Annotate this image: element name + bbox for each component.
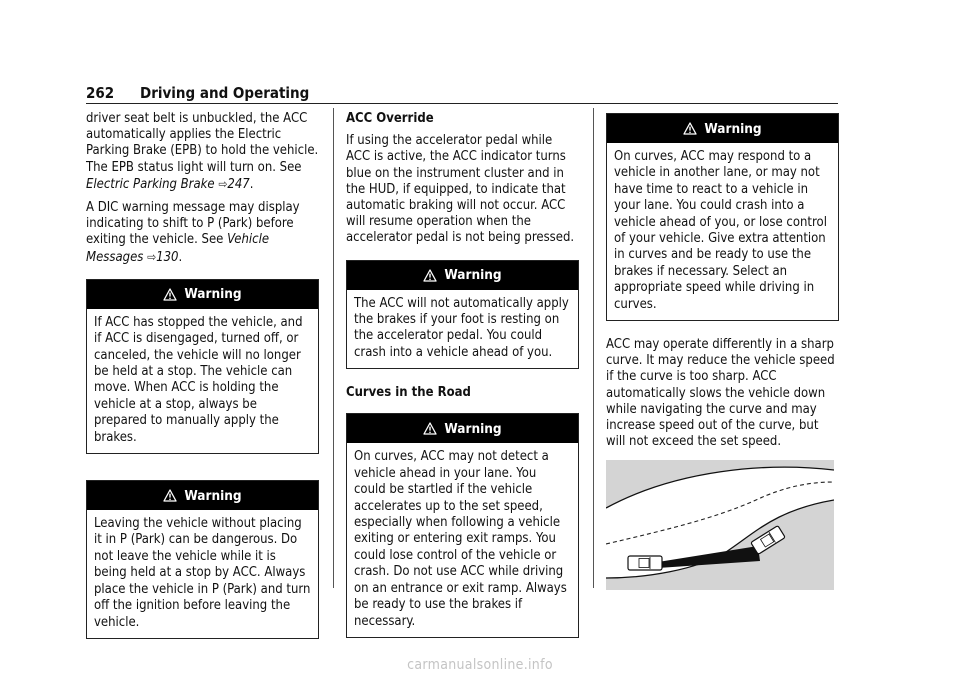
xref-page-130[interactable]: 130	[156, 249, 179, 265]
column-divider-1	[333, 108, 334, 588]
warning-box-curves-respond	[606, 113, 839, 321]
warning-box-stopped-vehicle	[86, 279, 319, 454]
warning-body: On curves, ACC may not detect a vehicle ahead in your lane. You could be startled if the vehicle accelerates up to the set speed, especially when following a vehicle exiting or entering exit ramps. You could lose control of the vehicle or crash. Do not use ACC while driving on an entrance or exit ramp. Always be ready to use the brakes if necessary.	[354, 449, 567, 629]
warning-body: Leaving the vehicle without placing it in P (Park) can be dangerous. Do not leave the vehicle while it is being held at a stop by ACC. Always place the vehicle in P (Park) and turn off the ignition before leaving the vehicle.	[94, 516, 311, 630]
column-divider-2	[593, 108, 594, 588]
warning-box-curves-detect	[346, 413, 579, 637]
warning-triangle-icon	[163, 489, 177, 502]
warning-body: If ACC has stopped the vehicle, and if ACC is disengaged, turned off, or canceled, the vehicle will no longer be held at a stop. The vehicle can move. When ACC is holding the vehicle at a stop, always be prepared to manually apply the brakes.	[94, 314, 303, 445]
warning-triangle-icon	[423, 422, 437, 435]
page-arrow-icon: ⇨	[218, 176, 228, 191]
warning-triangle-icon	[163, 288, 177, 301]
header-rule	[86, 103, 838, 104]
column-1	[86, 111, 319, 655]
acc-override-heading: ACC Override	[346, 111, 434, 126]
warning-header	[607, 114, 838, 143]
warning-header	[347, 414, 578, 443]
warning-title: Warning	[184, 286, 242, 303]
warning-triangle-icon	[423, 269, 437, 282]
seatbelt-epb-paragraph: driver seat belt is unbuckled, the ACC automatically applies the Electric Parking Brake (EPB) to hold the vehicle. The EPB status light will turn on. See Electric Parking Brake ⇨247.	[86, 111, 319, 192]
page-arrow-icon: ⇨	[147, 249, 157, 264]
warning-title: Warning	[444, 420, 502, 437]
xref-vehicle-messages[interactable]: Vehicle Messages	[86, 232, 270, 265]
page-number: 262	[86, 84, 115, 102]
page-header	[86, 84, 838, 105]
warning-box-park-ignition	[86, 480, 319, 639]
sharp-curve-paragraph: ACC may operate differently in a sharp curve. It may reduce the vehicle speed if the curve is too sharp. ACC automatically slows the vehicle down while navigating the curve and may increase speed out of the curve, but will not exceed the set speed.	[606, 337, 835, 450]
warning-title: Warning	[184, 487, 242, 504]
host-vehicle-icon	[628, 556, 662, 570]
warning-header	[347, 261, 578, 290]
xref-electric-parking-brake[interactable]: Electric Parking Brake	[86, 176, 215, 192]
dic-message-paragraph: A DIC warning message may display indicating to shift to P (Park) before exiting the vehicle. See Vehicle Messages ⇨130.	[86, 200, 300, 265]
warning-body: The ACC will not automatically apply the brakes if your foot is resting on the accelerator pedal. You could crash into a vehicle ahead of you.	[354, 295, 569, 360]
warning-title: Warning	[444, 267, 502, 284]
column-2	[346, 111, 579, 654]
warning-body: On curves, ACC may respond to a vehicle in another lane, or may not have time to react to a vehicle in your lane. You could crash into a vehicle ahead of you, or lose control of your vehicle. Give extra attention in curves and be ready to use the brakes if necessary. Select an appropriate speed while driving in curves.	[614, 149, 827, 312]
warning-box-accelerator	[346, 260, 579, 370]
acc-override-paragraph: If using the accelerator pedal while ACC is active, the ACC indicator turns blue on the instrument cluster and in the HUD, if equipped, to indicate that automatic braking will not occur. ACC will resume operation when the accelerator pedal is not being pressed.	[346, 133, 575, 246]
warning-title: Warning	[704, 120, 762, 137]
warning-header	[87, 280, 318, 309]
curved-road-illustration	[606, 460, 834, 590]
watermark: carmanualsonline.info	[407, 657, 553, 673]
warning-triangle-icon	[683, 122, 697, 135]
curves-heading: Curves in the Road	[346, 385, 471, 401]
xref-page-247[interactable]: 247	[227, 176, 250, 192]
section-title: Driving and Operating	[140, 84, 310, 102]
column-3	[606, 111, 839, 590]
warning-header	[87, 481, 318, 510]
